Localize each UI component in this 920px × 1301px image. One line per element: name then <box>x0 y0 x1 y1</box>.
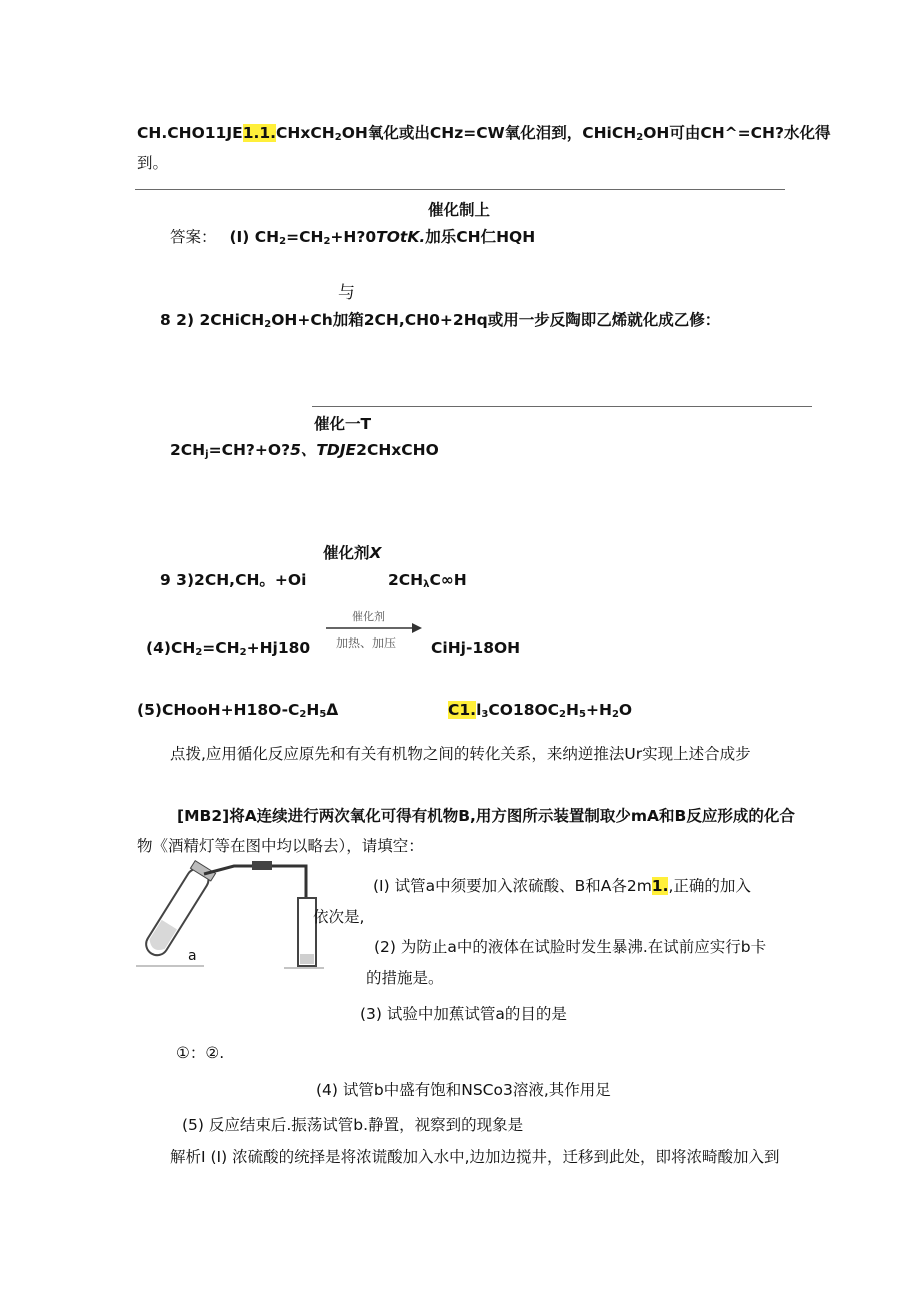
text-line-2: 到。 <box>137 154 169 172</box>
mb2-line-2: 物《酒精灯等在图中均以略去），请填空： <box>137 837 424 855</box>
figure-label-a: a <box>188 948 197 964</box>
condition-label-3: 催化剂X <box>323 544 382 562</box>
test-tube-apparatus-image <box>134 858 324 970</box>
sub-question-5: (5) 反应结束后.振荡试管b.静置，视察到的现象是 <box>182 1116 524 1134</box>
arrow-top-label: 催化剂 <box>352 610 385 623</box>
divider-1 <box>135 189 785 190</box>
analysis-paragraph: 解析I (I) 浓硫酸的统择是将浓谎酸加入水中,边加边搅井，迁移到此处，即将浓畸酸加入到 <box>170 1148 780 1166</box>
highlight-mark: C1. <box>448 701 477 719</box>
mb2-line-1: [MB2]将A连续进行两次氧化可得有机物B,用方图所示装置制取少mA和B反应形成的化合 <box>177 807 795 825</box>
question-4-left: $(4)CH_2=CH_2+Hj180$ <box>146 639 311 658</box>
question-8: 8 2) 2CHiCH$_2$OH+Ch加箱2CH,CH0+2Hq或用一步反陶即乙烯就化成乙修： <box>160 311 721 330</box>
equation-2: $2CH_j=CH?+O?5$、TDJE2CHxCHO <box>170 441 439 460</box>
answer-line: 答案： (I) $CH_2=CH_2+H?0TOtK$.加乐CH仁HQH <box>170 228 536 247</box>
sub-question-4: (4) 试管b中盛有饱和NSCo3溶液,其作用足 <box>316 1081 611 1099</box>
highlight-mark: 1. <box>651 877 669 895</box>
highlight-mark: 1.1. <box>242 124 277 142</box>
question-9-left: 9 3)2CH,CH。+Oi <box>160 571 307 589</box>
arrow-bottom-label: 加热、加压 <box>336 636 397 650</box>
apparatus-figure <box>134 858 324 970</box>
condition-label-2: 催化一T <box>314 415 372 433</box>
sub-question-1: (I) 试管a中须要加入浓硫酸、B和A各2m1.,正确的加入 <box>373 877 751 895</box>
sub-question-3-answers: ①：②. <box>176 1044 225 1062</box>
yu-character: 与 <box>338 283 355 303</box>
divider-2 <box>312 406 812 407</box>
question-9-right: $2CH_\lambda C\infty H$ <box>388 571 467 590</box>
question-5-right: $C1.l_3CO18OC_2H_5+H_2O$ <box>448 701 633 720</box>
text-line-1: CH.CHO11JE1.1.CHxCH$_2$OH氧化或出CHz=CW氧化泪到，CHiCH$_2$OH可由CH^=CH?水化得 <box>137 124 831 143</box>
condition-label-1: 催化制上 <box>428 201 491 219</box>
question-5-left: $(5)CHooH+H18O-C_2H_5\Delta$ <box>137 701 339 720</box>
tip-paragraph: 点拨,应用循化反应原先和有关有机物之间的转化关系，来纳逆推法Ur实现上述合成步 <box>170 745 751 763</box>
sub-question-2: (2) 为防止a中的液体在试脸时发生暴沸.在试前应实行b卡 <box>374 938 767 956</box>
question-4-right: CiHj-18OH <box>431 639 521 657</box>
sub-question-3: (3) 试验中加蕉试管a的目的是 <box>360 1005 567 1023</box>
reaction-arrow <box>322 606 422 656</box>
sub-question-1-cont: 依次是, <box>313 908 365 926</box>
sub-question-2-cont: 的措施是。 <box>366 969 444 987</box>
